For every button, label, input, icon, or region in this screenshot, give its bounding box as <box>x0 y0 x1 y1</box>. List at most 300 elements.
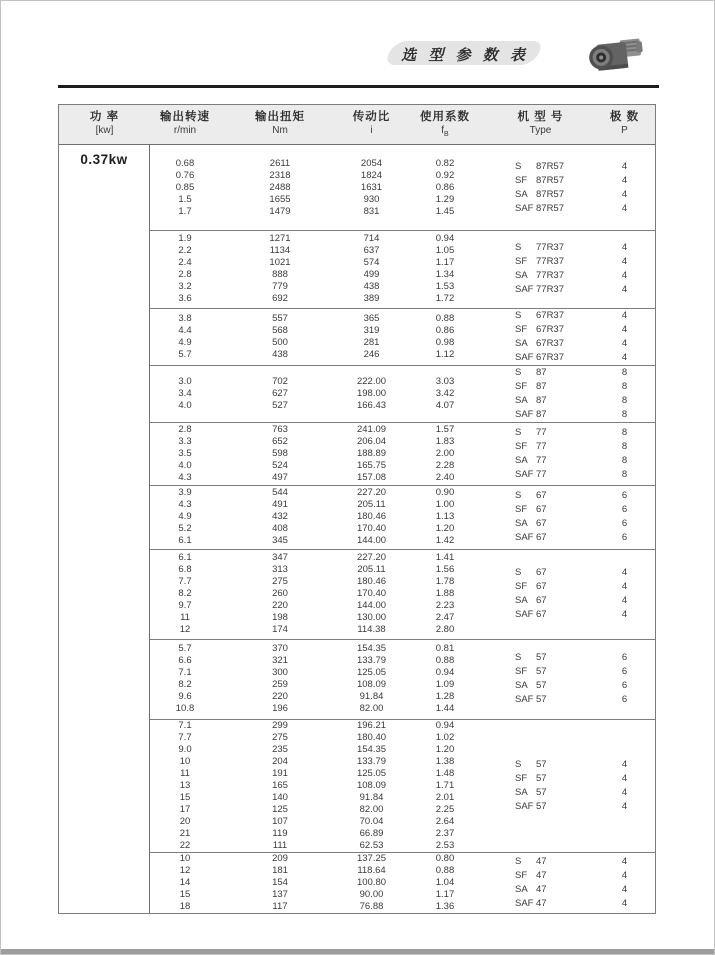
ratio-value: 154.35 <box>356 744 387 755</box>
factor-value: 1.02 <box>435 732 455 743</box>
factor-value: 2.25 <box>435 804 455 815</box>
poles-column <box>594 160 655 216</box>
data-block <box>150 230 655 308</box>
type-value: SF 47 <box>515 870 547 881</box>
page-title: 选 型 参 数 表 <box>401 47 529 64</box>
torque-value: 191 <box>272 768 288 779</box>
speed-value: 14 <box>179 877 191 888</box>
poles-column <box>594 309 655 365</box>
torque-value: 220 <box>272 600 288 611</box>
torque-value: 220 <box>272 691 288 702</box>
torque-value: 275 <box>272 576 288 587</box>
ratio-value: 91.84 <box>359 691 384 702</box>
type-value: SAF 57 <box>515 694 547 705</box>
ratio-value: 108.09 <box>356 679 387 690</box>
poles-value: 8 <box>621 469 628 480</box>
factor-value: 1.72 <box>435 293 455 304</box>
speed-value: 3.5 <box>178 448 192 459</box>
speed-value: 7.1 <box>178 720 192 731</box>
type-column <box>487 160 594 216</box>
speed-value: 3.3 <box>178 436 192 447</box>
col-header-poles: 极 数 P <box>609 111 640 136</box>
type-value: SF 57 <box>515 773 547 784</box>
factor-value: 0.88 <box>435 655 455 666</box>
torque-value: 299 <box>272 720 288 731</box>
poles-value: 4 <box>621 870 628 881</box>
numeric-rows <box>150 424 487 484</box>
speed-value: 9.0 <box>178 744 192 755</box>
torque-value: 125 <box>272 804 288 815</box>
torque-value: 347 <box>272 552 288 563</box>
header-divider <box>58 85 659 88</box>
factor-value: 1.83 <box>435 436 455 447</box>
speed-value: 7.7 <box>178 732 192 743</box>
factor-value: 1.41 <box>435 552 455 563</box>
poles-value: 4 <box>621 884 628 895</box>
poles-value: 4 <box>621 256 628 267</box>
factor-value: 0.81 <box>435 643 455 654</box>
ratio-value: 222.00 <box>356 376 387 387</box>
poles-value: 4 <box>621 787 628 798</box>
power-value: 0.37kw <box>80 152 128 167</box>
torque-value: 275 <box>272 732 288 743</box>
type-column <box>487 855 594 911</box>
ratio-value: 62.53 <box>359 840 384 851</box>
speed-value: 20 <box>179 816 191 827</box>
gearmotor-photo-icon <box>583 32 647 78</box>
numeric-rows <box>150 643 487 715</box>
torque-value: 181 <box>272 865 288 876</box>
torque-value: 692 <box>272 293 288 304</box>
col-header-type: 机 型 号 Type <box>517 111 564 136</box>
ratio-value: 154.35 <box>356 643 387 654</box>
ratio-value: 165.75 <box>356 460 387 471</box>
ratio-value: 188.89 <box>356 448 387 459</box>
speed-value: 5.2 <box>178 523 192 534</box>
poles-value: 8 <box>621 441 628 452</box>
type-value: SAF 67R37 <box>515 352 564 363</box>
data-block <box>150 549 655 639</box>
col-header-power: 功 率 [kw] <box>89 111 120 136</box>
factor-value: 1.45 <box>435 206 455 217</box>
speed-value: 8.2 <box>178 588 192 599</box>
type-column <box>487 489 594 545</box>
ratio-value: 125.05 <box>356 768 387 779</box>
ratio-value: 125.05 <box>356 667 387 678</box>
torque-value: 198 <box>272 612 288 623</box>
poles-value: 8 <box>621 395 628 406</box>
type-value: SA 67 <box>515 595 547 606</box>
speed-value: 1.9 <box>178 233 192 244</box>
poles-value: 6 <box>621 680 628 691</box>
type-value: SA 87 <box>515 395 547 406</box>
poles-value: 4 <box>621 203 628 214</box>
ratio-value: 196.21 <box>356 720 387 731</box>
speed-value: 2.4 <box>178 257 192 268</box>
poles-value: 4 <box>621 856 628 867</box>
factor-value: 1.09 <box>435 679 455 690</box>
speed-value: 11 <box>180 768 190 779</box>
ratio-value: 365 <box>363 313 380 324</box>
type-value: SF 87R57 <box>515 175 564 186</box>
torque-value: 652 <box>272 436 288 447</box>
data-block <box>150 639 655 719</box>
factor-value: 2.23 <box>435 600 455 611</box>
torque-value: 137 <box>272 889 288 900</box>
factor-value: 0.80 <box>435 853 455 864</box>
factor-value: 1.00 <box>435 499 455 510</box>
type-value: SAF 47 <box>515 898 547 909</box>
speed-value: 10.8 <box>175 703 195 714</box>
factor-value: 1.28 <box>435 691 455 702</box>
speed-value: 0.76 <box>175 170 195 181</box>
ratio-value: 227.20 <box>356 552 387 563</box>
type-column <box>487 758 594 814</box>
data-blocks <box>150 145 655 913</box>
table-body <box>59 145 655 913</box>
numeric-rows <box>150 552 487 636</box>
torque-value: 165 <box>272 780 288 791</box>
torque-value: 598 <box>272 448 288 459</box>
torque-value: 209 <box>272 853 288 864</box>
type-value: SA 67R37 <box>515 338 564 349</box>
type-value: SA 47 <box>515 884 547 895</box>
speed-value: 4.3 <box>178 472 192 483</box>
speed-value: 1.7 <box>178 206 192 217</box>
speed-value: 22 <box>179 840 191 851</box>
ratio-value: 170.40 <box>356 588 387 599</box>
factor-value: 1.29 <box>435 194 455 205</box>
speed-value: 21 <box>179 828 191 839</box>
poles-value: 4 <box>621 581 628 592</box>
type-value: SA 77 <box>515 455 547 466</box>
data-block <box>150 145 655 230</box>
type-value: SF 87 <box>515 381 547 392</box>
ratio-value: 100.80 <box>356 877 387 888</box>
speed-value: 2.8 <box>178 269 192 280</box>
ratio-value: 76.88 <box>359 901 384 912</box>
torque-value: 2488 <box>269 182 291 193</box>
factor-value: 2.28 <box>435 460 455 471</box>
type-value: S 87 <box>515 367 547 378</box>
type-value: S 47 <box>515 856 547 867</box>
poles-value: 4 <box>621 161 628 172</box>
speed-value: 3.0 <box>178 376 192 387</box>
speed-value: 6.6 <box>178 655 192 666</box>
poles-value: 4 <box>621 324 628 335</box>
poles-column <box>594 758 655 814</box>
poles-value: 8 <box>621 409 628 420</box>
data-block <box>150 365 655 422</box>
torque-value: 300 <box>272 667 288 678</box>
ratio-value: 499 <box>363 269 380 280</box>
torque-value: 260 <box>272 588 288 599</box>
factor-value: 0.94 <box>435 720 455 731</box>
ratio-value: 180.40 <box>356 732 387 743</box>
speed-value: 13 <box>179 780 191 791</box>
data-block <box>150 852 655 913</box>
speed-value: 17 <box>179 804 191 815</box>
type-value: SF 77R37 <box>515 256 564 267</box>
factor-value: 2.47 <box>435 612 455 623</box>
type-value: S 67 <box>515 490 547 501</box>
torque-value: 321 <box>272 655 288 666</box>
factor-value: 1.57 <box>435 424 455 435</box>
ratio-value: 198.00 <box>356 388 387 399</box>
poles-value: 4 <box>621 189 628 200</box>
type-column <box>487 651 594 707</box>
ratio-value: 157.08 <box>356 472 387 483</box>
torque-value: 779 <box>272 281 288 292</box>
poles-value: 4 <box>621 898 628 909</box>
torque-value: 107 <box>272 816 288 827</box>
factor-value: 1.78 <box>435 576 455 587</box>
torque-value: 119 <box>272 828 288 839</box>
factor-value: 1.17 <box>435 889 455 900</box>
speed-value: 2.8 <box>178 424 192 435</box>
poles-value: 4 <box>621 310 628 321</box>
ratio-value: 91.84 <box>359 792 384 803</box>
torque-value: 1271 <box>269 233 291 244</box>
type-column <box>487 366 594 422</box>
poles-value: 6 <box>621 532 628 543</box>
ratio-value: 114.38 <box>357 624 386 635</box>
type-column <box>487 241 594 297</box>
ratio-value: 1824 <box>360 170 383 181</box>
poles-value: 4 <box>621 595 628 606</box>
numeric-rows <box>150 853 487 913</box>
speed-value: 3.8 <box>178 313 192 324</box>
ratio-value: 133.79 <box>356 655 387 666</box>
type-value: SAF 67 <box>515 532 547 543</box>
torque-value: 497 <box>272 472 288 483</box>
power-column <box>59 145 150 913</box>
poles-value: 4 <box>621 175 628 186</box>
type-value: SF 57 <box>515 666 547 677</box>
speed-value: 10 <box>179 853 191 864</box>
factor-value: 1.20 <box>435 744 455 755</box>
type-value: SAF 77R37 <box>515 284 564 295</box>
torque-value: 500 <box>272 337 288 348</box>
poles-column <box>594 489 655 545</box>
torque-value: 527 <box>272 400 288 411</box>
ratio-value: 70.04 <box>359 816 384 827</box>
type-value: S 87R57 <box>515 161 564 172</box>
ratio-value: 241.09 <box>356 424 387 435</box>
factor-value: 0.88 <box>435 313 455 324</box>
speed-value: 4.4 <box>178 325 192 336</box>
speed-value: 7.7 <box>178 576 192 587</box>
poles-value: 4 <box>621 284 628 295</box>
speed-value: 0.85 <box>175 182 195 193</box>
poles-column <box>594 366 655 422</box>
poles-value: 4 <box>621 242 628 253</box>
speed-value: 6.1 <box>178 552 192 563</box>
torque-value: 568 <box>272 325 288 336</box>
factor-value: 1.42 <box>435 535 455 546</box>
torque-value: 524 <box>272 460 288 471</box>
torque-value: 1021 <box>269 257 291 268</box>
speed-value: 3.6 <box>178 293 192 304</box>
factor-value: 2.53 <box>435 840 455 851</box>
ratio-value: 144.00 <box>356 535 387 546</box>
speed-value: 4.0 <box>178 400 192 411</box>
ratio-value: 144.00 <box>356 600 387 611</box>
data-block <box>150 422 655 485</box>
torque-value: 491 <box>272 499 288 510</box>
speed-value: 6.1 <box>178 535 192 546</box>
speed-value: 9.7 <box>178 600 192 611</box>
speed-value: 3.9 <box>178 487 192 498</box>
numeric-rows <box>150 158 487 218</box>
torque-value: 140 <box>272 792 288 803</box>
factor-value: 1.88 <box>435 588 455 599</box>
ratio-value: 205.11 <box>357 564 386 575</box>
torque-value: 117 <box>272 901 288 912</box>
poles-value: 6 <box>621 694 628 705</box>
factor-value: 1.53 <box>435 281 455 292</box>
factor-value: 2.64 <box>435 816 455 827</box>
torque-value: 408 <box>272 523 288 534</box>
type-value: S 77 <box>515 427 547 438</box>
ratio-value: 637 <box>363 245 380 256</box>
factor-value: 1.04 <box>435 877 455 888</box>
torque-value: 888 <box>272 269 288 280</box>
speed-value: 15 <box>179 792 191 803</box>
ratio-value: 438 <box>363 281 380 292</box>
data-block <box>150 308 655 365</box>
poles-value: 4 <box>621 759 628 770</box>
torque-value: 1479 <box>269 206 291 217</box>
torque-value: 154 <box>272 877 288 888</box>
speed-value: 7.1 <box>178 667 192 678</box>
numeric-rows <box>150 313 487 361</box>
speed-value: 5.7 <box>178 349 192 360</box>
factor-value: 0.94 <box>435 667 455 678</box>
type-value: SF 67 <box>515 504 547 515</box>
factor-value: 1.44 <box>435 703 455 714</box>
factor-value: 0.88 <box>435 865 455 876</box>
type-value: S 67 <box>515 567 547 578</box>
torque-value: 432 <box>272 511 288 522</box>
poles-column <box>594 566 655 622</box>
page-bottom-bar <box>1 949 715 954</box>
torque-value: 313 <box>272 564 288 575</box>
ratio-value: 2054 <box>360 158 383 169</box>
torque-value: 1655 <box>269 194 291 205</box>
ratio-value: 389 <box>363 293 380 304</box>
torque-value: 204 <box>272 756 288 767</box>
torque-value: 111 <box>272 840 288 851</box>
speed-value: 9.6 <box>178 691 192 702</box>
factor-value: 1.20 <box>435 523 455 534</box>
torque-value: 544 <box>272 487 288 498</box>
poles-value: 8 <box>621 381 628 392</box>
factor-value: 4.07 <box>435 400 455 411</box>
poles-value: 6 <box>621 518 628 529</box>
poles-value: 8 <box>621 427 628 438</box>
speed-value: 1.5 <box>178 194 192 205</box>
torque-value: 370 <box>272 643 288 654</box>
type-value: SA 67 <box>515 518 547 529</box>
numeric-rows <box>150 376 487 412</box>
speed-value: 3.4 <box>178 388 192 399</box>
speed-value: 4.0 <box>178 460 192 471</box>
speed-value: 11 <box>180 612 190 623</box>
ratio-value: 108.09 <box>356 780 387 791</box>
selection-table <box>58 104 656 914</box>
type-column <box>487 566 594 622</box>
speed-value: 3.2 <box>178 281 192 292</box>
factor-value: 0.86 <box>435 325 455 336</box>
speed-value: 4.9 <box>178 511 192 522</box>
factor-value: 0.90 <box>435 487 455 498</box>
ratio-value: 714 <box>363 233 380 244</box>
factor-value: 1.05 <box>435 245 455 256</box>
ratio-value: 930 <box>363 194 380 205</box>
ratio-value: 831 <box>363 206 380 217</box>
type-column <box>487 309 594 365</box>
type-value: SF 67R37 <box>515 324 564 335</box>
poles-column <box>594 651 655 707</box>
ratio-value: 137.25 <box>356 853 387 864</box>
torque-value: 1134 <box>269 245 291 256</box>
ratio-value: 166.43 <box>356 400 387 411</box>
ratio-value: 319 <box>363 325 380 336</box>
factor-value: 1.34 <box>435 269 455 280</box>
poles-value: 6 <box>621 652 628 663</box>
speed-value: 4.3 <box>178 499 192 510</box>
speed-value: 6.8 <box>178 564 192 575</box>
type-value: SAF 67 <box>515 609 547 620</box>
ratio-value: 246 <box>363 349 380 360</box>
factor-value: 1.71 <box>435 780 455 791</box>
poles-column <box>594 426 655 482</box>
speed-value: 2.2 <box>178 245 192 256</box>
type-value: S 57 <box>515 652 547 663</box>
type-column <box>487 426 594 482</box>
poles-value: 6 <box>621 504 628 515</box>
ratio-value: 133.79 <box>356 756 387 767</box>
data-block <box>150 485 655 549</box>
ratio-value: 205.11 <box>357 499 386 510</box>
type-value: SF 77 <box>515 441 547 452</box>
factor-value: 2.80 <box>435 624 455 635</box>
speed-value: 10 <box>179 756 191 767</box>
torque-value: 702 <box>272 376 288 387</box>
torque-value: 2318 <box>269 170 291 181</box>
torque-value: 345 <box>272 535 288 546</box>
ratio-value: 206.04 <box>356 436 387 447</box>
torque-value: 174 <box>272 624 288 635</box>
type-value: S 57 <box>515 759 547 770</box>
speed-value: 5.7 <box>178 643 192 654</box>
factor-value: 2.37 <box>435 828 455 839</box>
factor-value: 1.36 <box>435 901 455 912</box>
ratio-value: 90.00 <box>359 889 384 900</box>
torque-value: 235 <box>272 744 288 755</box>
ratio-value: 82.00 <box>359 804 384 815</box>
ratio-value: 66.89 <box>359 828 384 839</box>
speed-value: 4.9 <box>178 337 192 348</box>
type-value: SAF 57 <box>515 801 547 812</box>
factor-value: 1.48 <box>435 768 455 779</box>
numeric-rows <box>150 720 487 852</box>
ratio-value: 118.64 <box>357 865 386 876</box>
ratio-value: 170.40 <box>356 523 387 534</box>
ratio-value: 574 <box>363 257 380 268</box>
speed-value: 0.68 <box>175 158 195 169</box>
